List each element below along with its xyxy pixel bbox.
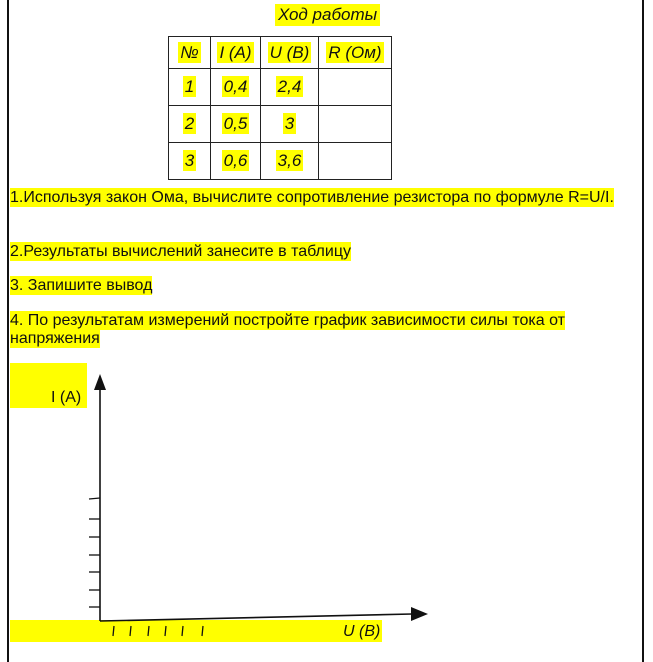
table-cell: 3 [169, 143, 211, 180]
page-title: Ход работы [275, 4, 380, 26]
table-cell: 1 [169, 69, 211, 106]
y-axis-arrow-icon [94, 374, 106, 390]
header-cell: I (A) [211, 37, 261, 69]
y-axis-ticks [89, 498, 100, 607]
x-axis-arrow-icon [411, 607, 428, 621]
x-tick [148, 626, 149, 636]
y-tick [89, 498, 100, 499]
table-cell: 0,4 [211, 69, 261, 106]
x-tick [113, 626, 114, 636]
header-cell: № [169, 37, 211, 69]
table-cell: 2,4 [261, 69, 319, 106]
x-tick [182, 626, 183, 636]
x-tick [165, 626, 166, 636]
x-axis-line [100, 614, 412, 621]
y-axis-label: I (A) [51, 389, 82, 406]
x-axis-ticks [113, 626, 203, 636]
table-cell: 0,5 [211, 106, 261, 143]
x-tick [202, 626, 203, 636]
x-tick [130, 626, 131, 636]
table-cell: 2 [169, 106, 211, 143]
task-2-text: 2.Результаты вычислений занесите в таблицу [10, 243, 351, 260]
table-cell: 3 [261, 106, 319, 143]
task-4-text: 4. По результатам измерений постройте график зависимости силы тока от напряжения [10, 312, 565, 347]
table-cell: 3,6 [261, 143, 319, 180]
task-1-text: 1.Используя закон Ома, вычислите сопротивление резистора по формуле R=U/I. [10, 189, 614, 206]
task-3-text: 3. Запишите вывод [10, 277, 153, 294]
header-cell: R (Ом) [319, 37, 392, 69]
header-cell: U (B) [261, 37, 319, 69]
x-axis-label: U (B) [343, 623, 381, 640]
table-cell: 0,6 [211, 143, 261, 180]
